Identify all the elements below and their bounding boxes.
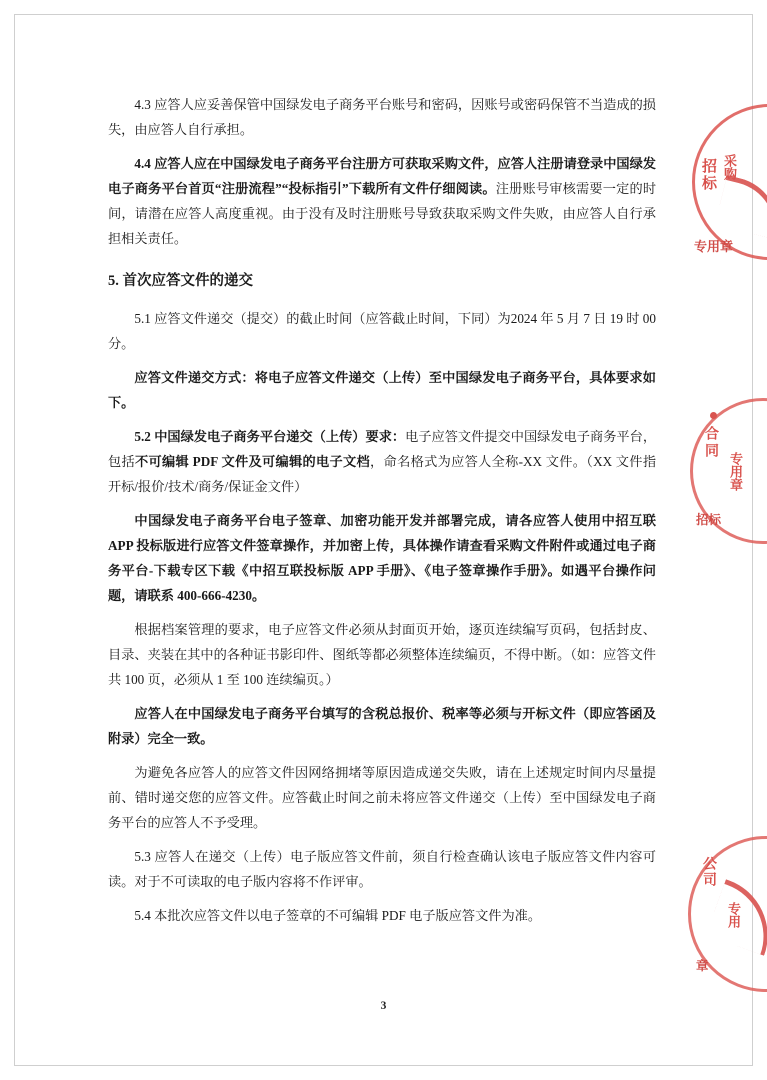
seal-text-line2: 专用章 xyxy=(728,452,743,491)
paragraph-5-4 xyxy=(108,903,656,928)
paragraph-text: 电子应答文件提交中国绿发电子商务平台，包括 xyxy=(108,429,657,469)
paragraph-text: 注册账号审核需要一定的时间，请潜在应答人高度重视。由于没有及时注册账号导致获取采购文件失败，由应答人自行承担相关责任。 xyxy=(108,181,657,246)
paragraph-price-consistency xyxy=(108,701,656,751)
paragraph-4-4 xyxy=(108,151,656,251)
seal-stamp-top xyxy=(690,96,767,266)
paragraph-text: 5.4 本批次应答文件以电子签章的不可编辑 PDF 电子版应答文件为准。 xyxy=(134,908,542,923)
seal-stamp-bottom xyxy=(690,832,767,1002)
paragraph-archive-requirement xyxy=(108,617,656,692)
paragraph-text: 为避免各应答人的应答文件因网络拥堵等原因造成递交失败，请在上述规定时间内尽量提前、错时递交您的应答文件。应答截止时间之前未将应答文件递交（上传）至中国绿发电子商务平台的应答人不予受理。 xyxy=(108,765,656,830)
document-body xyxy=(108,92,656,937)
paragraph-5-2-signature xyxy=(108,508,656,608)
paragraph-text: 5.1 应答文件递交（提交）的截止时间（应答截止时间，下同）为2024 年 5 月 7 日 19 时 00 分。 xyxy=(108,311,656,351)
paragraph-text-bold: 应答文件递交方式：将电子应答文件递交（上传）至中国绿发电子商务平台，具体要求如下。 xyxy=(108,370,656,410)
section-heading-text: 5. 首次应答文件的递交 xyxy=(108,273,253,289)
paragraph-text-2: ，命名格式为应答人全称-XX 文件。（XX 文件指开标/报价/技术/商务/保证金文件） xyxy=(108,454,657,494)
seal-text-line3: 章 xyxy=(696,959,709,973)
paragraph-text: 根据档案管理的要求，电子应答文件必须从封面页开始，逐页连续编写页码，包括封皮、目录、夹装在其中的各种证书影印件、图纸等都必须整体连续编页，不得中断。（如：应答文件共 100 页，必须从 1 至 100 连续编页。） xyxy=(108,622,656,687)
seal-text-line3: 专用章 xyxy=(694,239,734,254)
paragraph-5-2 xyxy=(108,424,656,499)
seal-text-line1: 公司 xyxy=(701,856,716,888)
seal-text-line2: 采购 xyxy=(722,154,737,180)
seal-ring xyxy=(688,836,767,992)
paragraph-5-3 xyxy=(108,844,656,894)
paragraph-network-congestion xyxy=(108,760,656,835)
paragraph-text-bold: 4.4 应答人应在中国绿发电子商务平台注册方可获取采购文件，应答人注册请登录中国绿发电子商务平台首页“注册流程”“投标指引”下载所有文件仔细阅读。 xyxy=(108,156,656,196)
seal-swoosh xyxy=(706,879,767,956)
seal-text-line1: 招标 xyxy=(700,158,716,192)
paragraph-text-bold-2: 不可编辑 PDF 文件及可编辑的电子文档 xyxy=(135,454,371,469)
paragraph-text: 4.3 应答人应妥善保管中国绿发电子商务平台账号和密码，因账号或密码保管不当造成的损失，由应答人自行承担。 xyxy=(108,97,656,137)
section-heading-5 xyxy=(108,269,656,294)
paragraph-text-bold: 5.2 中国绿发电子商务平台递交（上传）要求： xyxy=(134,429,406,444)
paragraph-5-1-submission-method xyxy=(108,365,656,415)
seal-swoosh xyxy=(715,175,767,240)
seal-text-line2: 专用 xyxy=(726,902,741,928)
paragraph-text-bold: 应答人在中国绿发电子商务平台填写的含税总报价、税率等必须与开标文件（即应答函及附录）完全一致。 xyxy=(108,706,656,746)
paragraph-4-3 xyxy=(108,92,656,142)
seal-ring xyxy=(690,398,767,544)
seal-dot xyxy=(710,412,717,419)
seal-stamp-middle xyxy=(690,392,767,542)
paragraph-text: 5.3 应答人在递交（上传）电子版应答文件前，须自行检查确认该电子版应答文件内容可读。对于不可读取的电子版内容将不作评审。 xyxy=(108,849,656,889)
paragraph-5-1 xyxy=(108,306,656,356)
page-number: 3 xyxy=(380,1000,387,1012)
seal-text-line3: 招标 xyxy=(696,513,722,527)
seal-ring xyxy=(692,104,767,260)
seal-text-line1: 合同 xyxy=(703,426,718,460)
paragraph-text-bold: 中国绿发电子商务平台电子签章、加密功能开发并部署完成，请各应答人使用中招互联 APP 投标版进行应答文件签章操作，并加密上传，具体操作请查看采购文件附件或通过电子商务平台-下载专区下载《中招互联投标版 APP 手册》、《电子签章操作手册》。如遇平台操作问题，请联系 400-666-4230。 xyxy=(108,513,656,603)
